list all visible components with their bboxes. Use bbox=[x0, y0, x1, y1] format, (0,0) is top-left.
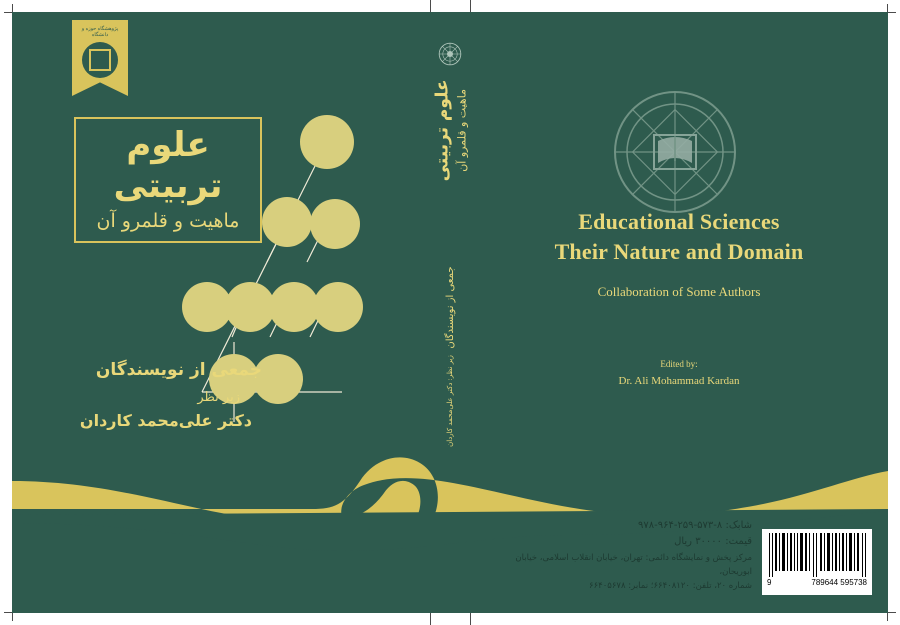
colophon-block bbox=[502, 518, 752, 593]
spine-authors: جمعی از نویسندگان bbox=[445, 266, 456, 349]
editor-name: Dr. Ali Mohammad Kardan bbox=[618, 375, 740, 388]
address-line-1: مرکز پخش و نمایشگاه دائمی: تهران، خیابان انقلاب اسلامی، خیابان ابوریحان، bbox=[515, 552, 752, 577]
front-ornament-icon bbox=[610, 87, 740, 217]
isbn-text: شابک: ۸-۵۷۳-۲۵۹-۹۶۴-۹۷۸ bbox=[637, 519, 752, 531]
spine-editor: زیر نظر: دکتر علی‌محمد کاردان bbox=[446, 355, 454, 447]
back-title-plaque bbox=[74, 117, 262, 243]
barcode bbox=[762, 529, 872, 595]
barcode-left-digit: 9 bbox=[767, 578, 772, 587]
front-title-line2: Their Nature and Domain bbox=[554, 238, 804, 264]
front-edited-by-block bbox=[470, 357, 888, 391]
edited-by-label: Edited by: bbox=[660, 359, 698, 369]
spine-title-block bbox=[432, 40, 469, 220]
gold-wave-graphic bbox=[12, 423, 888, 613]
back-title-line2: ماهیت و قلمرو آن bbox=[96, 209, 240, 232]
front-subtitle: Collaboration of Some Authors bbox=[597, 284, 761, 299]
barcode-bars-icon bbox=[766, 533, 868, 577]
back-authors: جمعی از نویسندگان bbox=[95, 360, 262, 380]
back-editor-name: دکتر علی‌محمد کاردان bbox=[79, 411, 252, 430]
barcode-digits: 789644 595738 bbox=[811, 578, 867, 587]
back-supervision-label: زیر نظر bbox=[197, 390, 240, 405]
publisher-emblem-text: پژوهشگاه حوزه و دانشگاه bbox=[81, 26, 119, 38]
publisher-emblem-icon bbox=[72, 20, 128, 96]
spine-title-line1: علوم تربیتی bbox=[432, 79, 453, 182]
back-authors-block bbox=[72, 360, 262, 430]
front-title-block bbox=[470, 207, 888, 266]
barcode-digits-row bbox=[766, 577, 868, 587]
back-title-line1: علوم تربیتی bbox=[113, 125, 223, 206]
price-text: قیمت: ۳۰۰۰۰ ریال bbox=[674, 536, 752, 548]
spine-title-line2: ماهیت و قلمرو آن bbox=[455, 89, 469, 172]
front-title-line1: Educational Sciences bbox=[578, 209, 780, 234]
cover-artwork bbox=[12, 12, 888, 613]
address-line-2: شماره ۲۰، تلفن: ۶۶۴۰۸۱۲۰؛ نمابر: ۶۶۴۰۵۶۷۸ bbox=[589, 580, 752, 591]
